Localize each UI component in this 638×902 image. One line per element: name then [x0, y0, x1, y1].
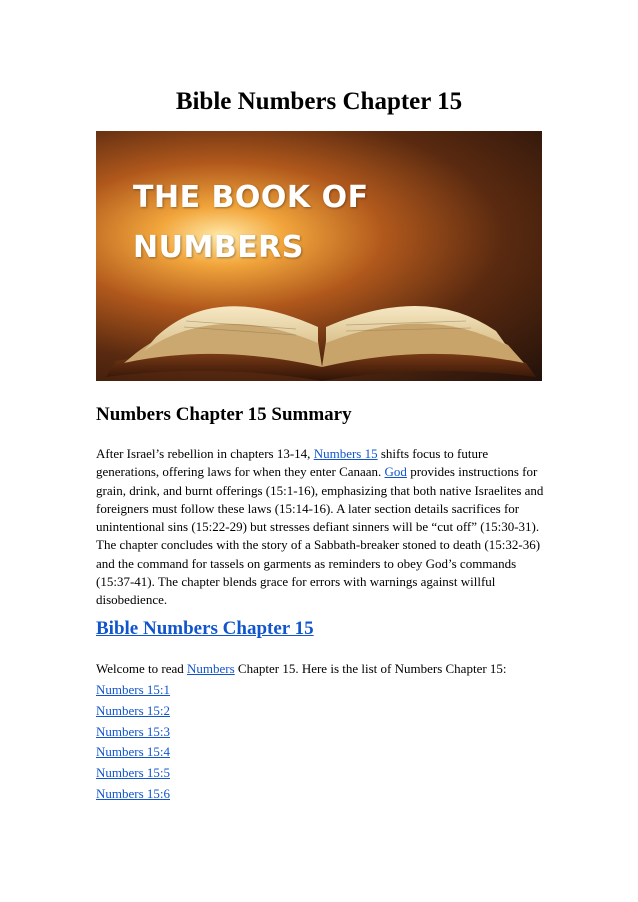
verse-link[interactable]: Numbers 15:1: [96, 682, 171, 697]
numbers-15-link[interactable]: Numbers 15: [313, 446, 378, 461]
summary-paragraph: [96, 445, 546, 610]
book-of-numbers-banner: [96, 131, 542, 381]
page-title: Bible Numbers Chapter 15: [175, 88, 463, 115]
welcome-text-pre: Welcome to read: [96, 661, 187, 676]
verse-list: [96, 681, 170, 806]
verse-link[interactable]: Numbers 15:6: [96, 785, 171, 801]
list-item: [96, 702, 170, 723]
summary-text-1: After Israel’s rebellion in chapters 13-14,: [96, 446, 314, 461]
verse-link[interactable]: Numbers 15:5: [96, 765, 171, 781]
list-item: [96, 743, 170, 764]
god-link[interactable]: God: [384, 464, 407, 480]
numbers-book-link[interactable]: Numbers: [187, 661, 235, 676]
banner-text: [133, 173, 369, 273]
summary-text-3: provides instructions for grain, drink, and burnt offerings (15:1-16), emphasizing that both native Israelites and foreigners must follow these laws (15:14-16). A later section details sacrifices for unintentional sins (15:22-29) but stresses defiant sinners will be “cut off” (15:30-31). The chapter concludes with the story of a Sabbath-breaker stoned to death (15:32-36) and the command for tassels on garments as reminders to obey God’s commands (15:37-41). The chapter blends grace for errors with warnings against willful disobedience.: [96, 464, 544, 608]
list-item: [96, 681, 170, 702]
welcome-line: [96, 660, 507, 678]
chapter-heading-text[interactable]: Bible Numbers Chapter 15: [96, 618, 314, 639]
list-item: [96, 785, 170, 806]
summary-text-2: shifts focus to future generations, offering laws for when they enter Canaan.: [96, 446, 489, 480]
verse-link[interactable]: Numbers 15:2: [96, 702, 171, 718]
banner-line-2: NUMBERS: [133, 230, 304, 265]
verse-link[interactable]: Numbers 15:4: [96, 744, 171, 760]
verse-link[interactable]: Numbers 15:3: [96, 723, 171, 739]
welcome-text-post: Chapter 15. Here is the list of Numbers Chapter 15:: [234, 661, 507, 676]
list-item: [96, 764, 170, 785]
summary-heading: Numbers Chapter 15 Summary: [96, 404, 352, 425]
chapter-heading-link[interactable]: [96, 616, 314, 642]
banner-line-1: THE BOOK OF: [133, 180, 369, 215]
list-item: [96, 723, 170, 744]
